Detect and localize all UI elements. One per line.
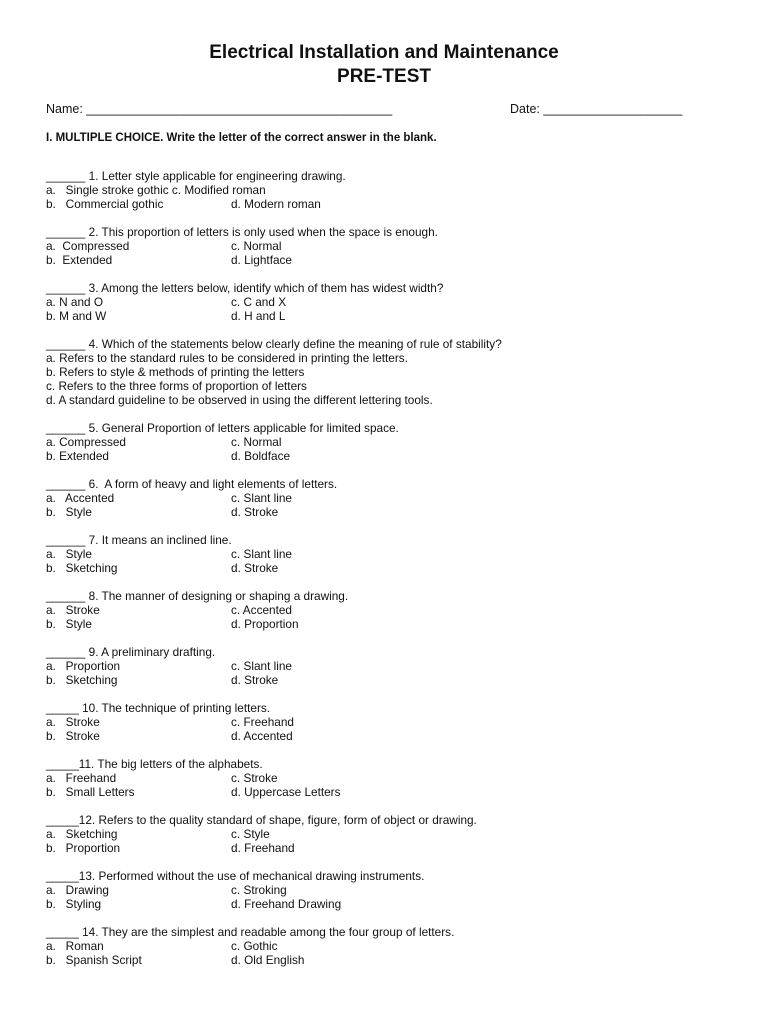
answer-option: c. Slant line (231, 659, 292, 673)
question-5 (46, 421, 746, 463)
answer-row (46, 939, 746, 953)
answer-row (46, 547, 746, 561)
question-12 (46, 813, 746, 855)
document-subtitle: PRE-TEST (337, 66, 431, 87)
answer-option: b. Style (46, 505, 92, 519)
answer-row (46, 449, 746, 463)
question-13 (46, 869, 746, 911)
question-9 (46, 645, 746, 687)
answer-option: c. Accented (231, 603, 292, 617)
answer-option: b. Small Letters (46, 785, 135, 799)
answer-row (46, 393, 746, 407)
question-stem: _____11. The big letters of the alphabets. (46, 757, 263, 771)
answer-option: d. Stroke (231, 505, 279, 519)
question-10 (46, 701, 746, 743)
question-stem: ______ 7. It means an inclined line. (46, 533, 232, 547)
answer-option: b. Style (46, 617, 92, 631)
answer-row (46, 197, 746, 211)
answer-option: b. Sketching (46, 561, 118, 575)
answer-option: b. Spanish Script (46, 953, 142, 967)
answer-option: a. Freehand (46, 771, 117, 785)
question-8 (46, 589, 746, 631)
answer-row (46, 183, 746, 197)
answer-row (46, 729, 746, 743)
question-4 (46, 337, 746, 407)
answer-option: d. Lightface (231, 253, 292, 267)
answer-option: d. Boldface (231, 449, 291, 463)
question-6 (46, 477, 746, 519)
date-field: Date: ____________________ (510, 102, 683, 116)
question-stem: ______ 6. A form of heavy and light elements of letters. (46, 477, 338, 491)
answer-row (46, 561, 746, 575)
answer-option: a. Stroke (46, 603, 100, 617)
answer-option: a. Accented (46, 491, 115, 505)
question-stem: _____ 14. They are the simplest and readable among the four group of letters. (46, 925, 455, 939)
answer-option: a. Compressed (46, 435, 126, 449)
answer-option: a. Single stroke gothic c. Modified roman (46, 183, 266, 197)
answer-option: b. Refers to style & methods of printing the letters (46, 365, 305, 379)
answer-row (46, 309, 746, 323)
answer-option: c. Freehand (231, 715, 294, 729)
answer-option: c. Style (231, 827, 270, 841)
question-stem: ______ 3. Among the letters below, identify which of them has widest width? (46, 281, 444, 295)
answer-row (46, 827, 746, 841)
answer-row (46, 673, 746, 687)
answer-option: c. Slant line (231, 547, 292, 561)
answer-option: b. Extended (46, 253, 113, 267)
answer-option: d. Proportion (231, 617, 299, 631)
answer-row (46, 953, 746, 967)
answer-row (46, 295, 746, 309)
answer-option: a. Stroke (46, 715, 100, 729)
answer-option: a. Style (46, 547, 92, 561)
answer-row (46, 379, 746, 393)
answer-row (46, 897, 746, 911)
question-stem: _____ 10. The technique of printing letters. (46, 701, 271, 715)
answer-option: d. Modern roman (231, 197, 321, 211)
answer-option: a. Compressed (46, 239, 130, 253)
answer-option: a. Refers to the standard rules to be considered in printing the letters. (46, 351, 408, 365)
answer-row (46, 603, 746, 617)
answer-row (46, 365, 746, 379)
question-1 (46, 169, 746, 211)
answer-option: c. Normal (231, 239, 282, 253)
answer-row (46, 435, 746, 449)
question-stem: ______ 4. Which of the statements below clearly define the meaning of rule of stability? (46, 337, 502, 351)
answer-option: c. Refers to the three forms of proportion of letters (46, 379, 307, 393)
answer-option: d. Freehand Drawing (231, 897, 342, 911)
answer-option: d. H and L (231, 309, 286, 323)
question-stem: ______ 5. General Proportion of letters applicable for limited space. (46, 421, 399, 435)
answer-row (46, 771, 746, 785)
instructions: I. MULTIPLE CHOICE. Write the letter of the correct answer in the blank. (46, 132, 437, 144)
question-stem: ______ 8. The manner of designing or shaping a drawing. (46, 589, 349, 603)
question-7 (46, 533, 746, 575)
answer-option: c. Stroking (231, 883, 287, 897)
answer-option: b. Proportion (46, 841, 121, 855)
answer-option: a. N and O (46, 295, 104, 309)
answer-option: d. Stroke (231, 673, 279, 687)
answer-row (46, 617, 746, 631)
answer-option: c. Slant line (231, 491, 292, 505)
answer-option: b. Styling (46, 897, 102, 911)
answer-row (46, 253, 746, 267)
answer-option: d. A standard guideline to be observed in using the different lettering tools. (46, 393, 433, 407)
name-field: Name: ____________________________________________ (46, 102, 393, 116)
answer-row (46, 715, 746, 729)
answer-option: d. Stroke (231, 561, 279, 575)
answer-row (46, 883, 746, 897)
answer-row (46, 239, 746, 253)
question-14 (46, 925, 746, 967)
answer-option: d. Freehand (231, 841, 295, 855)
answer-option: c. C and X (231, 295, 287, 309)
answer-option: c. Normal (231, 435, 282, 449)
question-2 (46, 225, 746, 267)
answer-option: d. Uppercase Letters (231, 785, 341, 799)
answer-row (46, 351, 746, 365)
question-stem: ______ 2. This proportion of letters is only used when the space is enough. (46, 225, 438, 239)
question-stem: ______ 1. Letter style applicable for engineering drawing. (46, 169, 346, 183)
answer-option: a. Roman (46, 939, 104, 953)
answer-option: d. Accented (231, 729, 293, 743)
answer-option: c. Gothic (231, 939, 278, 953)
answer-option: c. Stroke (231, 771, 278, 785)
answer-row (46, 841, 746, 855)
answer-option: b. Stroke (46, 729, 100, 743)
question-stem: ______ 9. A preliminary drafting. (46, 645, 216, 659)
answer-option: b. M and W (46, 309, 107, 323)
answer-option: a. Sketching (46, 827, 118, 841)
document-title: Electrical Installation and Maintenance (209, 42, 559, 63)
answer-option: a. Drawing (46, 883, 109, 897)
question-3 (46, 281, 746, 323)
answer-row (46, 785, 746, 799)
question-stem: _____13. Performed without the use of mechanical drawing instruments. (46, 869, 425, 883)
answer-option: b. Commercial gothic (46, 197, 164, 211)
answer-row (46, 491, 746, 505)
question-11 (46, 757, 746, 799)
answer-option: d. Old English (231, 953, 305, 967)
answer-row (46, 659, 746, 673)
question-stem: _____12. Refers to the quality standard of shape, figure, form of object or drawing. (46, 813, 477, 827)
answer-option: a. Proportion (46, 659, 121, 673)
answer-row (46, 505, 746, 519)
answer-option: b. Extended (46, 449, 109, 463)
answer-option: b. Sketching (46, 673, 118, 687)
